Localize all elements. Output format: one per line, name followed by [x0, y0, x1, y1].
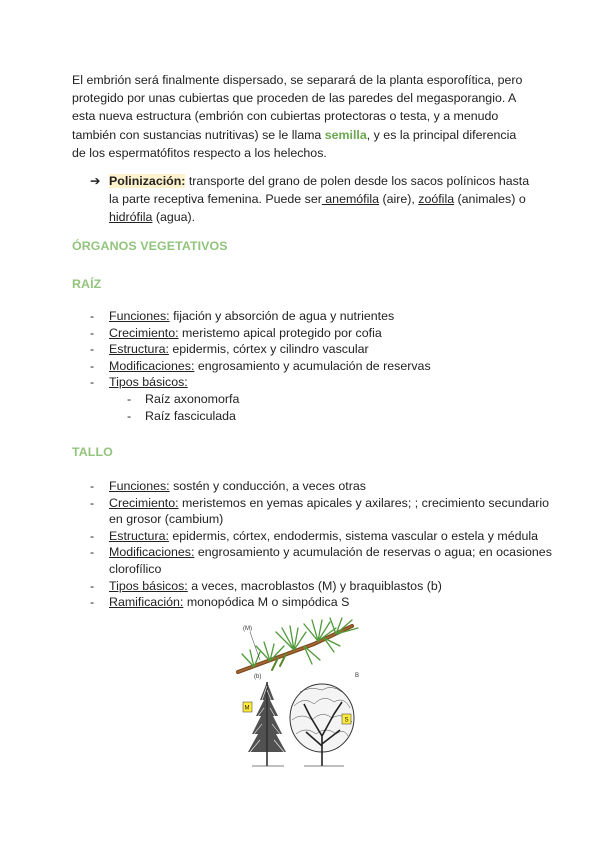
item-text: monopódica M o simpódica S — [183, 595, 350, 610]
stem-branching-figure — [234, 616, 364, 768]
dash-bullet: - — [90, 578, 95, 593]
label-S: S — [344, 717, 349, 724]
dash-bullet: - — [90, 528, 95, 543]
item-text: sostén y conducción, a veces otras — [169, 479, 366, 493]
list-item — [0, 308, 560, 325]
dash-bullet: - — [90, 358, 95, 373]
list-item — [0, 325, 560, 342]
heading-organos: ÓRGANOS VEGETATIVOS — [72, 239, 228, 253]
list-item — [0, 374, 560, 391]
item-text: epidermis, córtex y cilindro vascular — [168, 342, 369, 357]
subitem-text: Raíz fasciculada — [145, 408, 236, 423]
list-item — [0, 578, 560, 595]
list-subitem — [0, 391, 560, 408]
item-text: a veces, macroblastos (M) y braquiblastos (b) — [187, 578, 442, 593]
tallo-list — [0, 478, 560, 611]
list-subitem — [0, 408, 560, 425]
item-text: fijación y absorción de agua y nutrientes — [169, 309, 395, 323]
conifer-tree-illustration — [248, 682, 286, 766]
dash-bullet: - — [90, 309, 95, 323]
dash-bullet: - — [127, 391, 132, 406]
intro-paragraph — [72, 71, 532, 162]
item-label: Crecimiento: — [109, 325, 179, 340]
intro-text-before: El embrión será finalmente dispersado, se separará de la planta esporofítica, pero protegido por unas cubiertas que proceden de las paredes del megasporangio. A esta nueva estructura (embrión con cubiertas protectoras o testa, y a menudo también con sustancias nutritivas) se le llama — [72, 73, 523, 142]
item-text: meristemos en yemas apicales y axilares; ; crecimiento secundario en grosor (cambium) — [109, 495, 550, 527]
item-label: Tipos básicos: — [109, 375, 188, 390]
heading-raiz: RAÍZ — [72, 277, 102, 291]
polinizacion-item — [90, 172, 535, 227]
item-label: Crecimiento: — [109, 495, 179, 510]
raiz-list — [0, 308, 560, 424]
item-text: meristemo apical protegido por cofia — [178, 325, 382, 340]
heading-tallo: TALLO — [72, 445, 113, 459]
label-B: B — [355, 673, 360, 679]
zoofila-term: zoófila — [418, 192, 455, 207]
polinizacion-text2: (aire), — [379, 192, 419, 207]
list-item — [0, 478, 560, 495]
polinizacion-text1: transporte del grano de polen desde los sacos polínicos hasta la parte receptiva femenina. Puede ser — [109, 174, 530, 207]
dash-bullet: - — [90, 479, 95, 493]
label-M: M — [244, 705, 250, 712]
branch-illustration — [238, 618, 358, 672]
list-item — [0, 495, 560, 528]
label-brachyblast: (b) — [254, 674, 262, 680]
dash-bullet: - — [90, 325, 95, 340]
item-label: Ramificación: — [109, 595, 184, 610]
item-text: epidermis, córtex, endodermis, sistema vascular o estela y médula — [168, 528, 539, 543]
anemofila-term: anemófila — [321, 192, 380, 207]
intro-text-after: , y es la principal diferencia de los espermatófitos respecto a los helechos. — [72, 127, 517, 160]
item-text: engrosamiento y acumulación de reservas o agua; en ocasiones clorofílico — [109, 545, 552, 576]
dash-bullet: - — [90, 545, 95, 560]
dash-bullet: - — [90, 342, 95, 357]
item-text: engrosamiento y acumulación de reservas — [194, 358, 431, 373]
dash-bullet: - — [90, 595, 95, 610]
arrow-icon: ➔ — [90, 174, 101, 188]
list-item — [0, 544, 560, 577]
deciduous-tree-illustration — [290, 684, 354, 766]
polinizacion-text4: (agua). — [152, 210, 196, 225]
item-label: Modificaciones: — [109, 358, 195, 373]
item-label: Funciones: — [109, 479, 170, 493]
semilla-term: semilla — [324, 127, 367, 142]
polinizacion-term: Polinización: — [109, 174, 186, 188]
subitem-text: Raíz axonomorfa — [145, 391, 240, 406]
dash-bullet: - — [90, 375, 95, 390]
item-label: Estructura: — [109, 342, 169, 357]
label-macroblast: (M) — [243, 626, 252, 632]
dash-bullet: - — [90, 495, 95, 510]
item-label: Modificaciones: — [109, 545, 195, 560]
list-item — [0, 528, 560, 545]
list-item — [0, 341, 560, 358]
item-label: Funciones: — [109, 309, 170, 323]
hidrofila-term: hidrófila — [109, 210, 153, 225]
list-item — [0, 594, 560, 611]
item-label: Estructura: — [109, 528, 169, 543]
item-label: Tipos básicos: — [109, 578, 188, 593]
dash-bullet: - — [127, 408, 132, 423]
list-item — [0, 358, 560, 375]
polinizacion-text3: (animales) o — [454, 192, 526, 207]
polinizacion-text — [109, 172, 535, 227]
